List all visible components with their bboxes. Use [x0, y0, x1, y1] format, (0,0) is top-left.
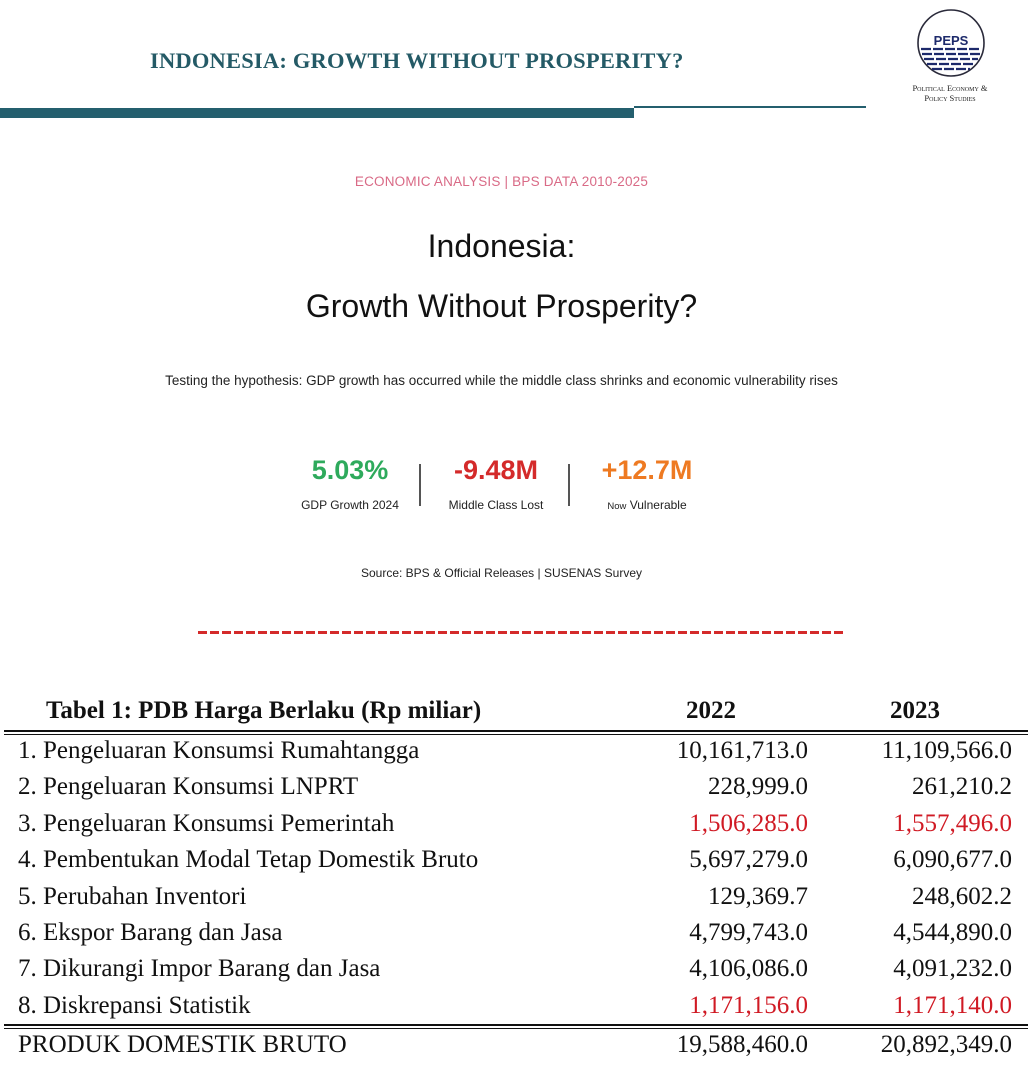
row-label: 3. Pengeluaran Konsumsi Pemerintah: [18, 809, 395, 837]
stat-label: Middle Class Lost: [448, 498, 544, 512]
table-title: Tabel 1: PDB Harga Berlaku (Rp miliar): [46, 697, 482, 724]
value-2023: 11,109,566.0: [881, 737, 1012, 764]
peps-logo-icon: [916, 8, 986, 78]
table-row: [0, 771, 1030, 807]
value-2023: 261,210.2: [912, 773, 1012, 801]
value-2022: 228,999.0: [708, 773, 808, 801]
logo-caption-line1: Political Economy &: [912, 83, 988, 93]
header-accent-line: [634, 106, 866, 108]
row-label: 6. Ekspor Barang dan Jasa: [18, 919, 283, 946]
stat-divider: [419, 464, 421, 506]
logo-caption: [890, 83, 1010, 103]
row-label: 7. Dikurangi Impor Barang dan Jasa: [18, 955, 381, 983]
value-2022: 129,369.7: [708, 882, 808, 910]
header-title: INDONESIA: GROWTH WITHOUT PROSPERITY?: [150, 48, 684, 73]
stat-middle-class-lost: [426, 452, 566, 512]
logo-text: PEPS: [933, 33, 969, 48]
source-note: Source: BPS & Official Releases | SUSENAS Survey: [360, 566, 642, 580]
value-2022: 4,799,743.0: [689, 919, 808, 946]
stat-label: GDP Growth 2024: [301, 498, 399, 512]
row-label: 8. Diskrepansi Statistik: [18, 991, 251, 1019]
row-label: 1. Pengeluaran Konsumsi Rumahtangga: [18, 737, 420, 764]
stat-label: [576, 498, 718, 512]
logo-caption-line2: Policy Studies: [924, 93, 976, 103]
total-2023: 20,892,349.0: [880, 1031, 1012, 1058]
value-2023: 1,557,496.0: [893, 809, 1012, 837]
stat-gdp-growth: [280, 452, 420, 512]
value-2023: 6,090,677.0: [893, 846, 1012, 874]
stat-label-small: Now: [607, 501, 627, 512]
value-2022: 1,171,156.0: [689, 991, 808, 1019]
value-2023: 4,544,890.0: [893, 919, 1012, 946]
value-2023: 248,602.2: [912, 882, 1012, 910]
row-label: 5. Perubahan Inventori: [18, 882, 247, 910]
subtitle: Testing the hypothesis: GDP growth has occurred while the middle class shrinks and economic vulnerability rises: [165, 373, 838, 388]
total-label: PRODUK DOMESTIK BRUTO: [18, 1031, 347, 1058]
header-accent-bar: [0, 108, 634, 118]
table-row: [0, 844, 1030, 880]
column-header-2023: 2023: [890, 697, 940, 724]
main-title-line1: Indonesia:: [427, 228, 576, 264]
table-row: [0, 990, 1030, 1026]
row-label: 2. Pengeluaran Konsumsi LNPRT: [18, 773, 359, 801]
stats-row: [0, 452, 1030, 532]
main-title-line2: Growth Without Prosperity?: [305, 288, 698, 324]
value-2022: 5,697,279.0: [689, 846, 808, 874]
table-row: [0, 917, 1030, 953]
stat-value: +12.7M: [601, 455, 693, 485]
stat-value: 5.03%: [311, 455, 389, 485]
value-2023: 1,171,140.0: [893, 991, 1012, 1019]
table-total-row: [0, 1029, 1030, 1065]
total-2022: 19,588,460.0: [676, 1031, 808, 1058]
row-label: 4. Pembentukan Modal Tetap Domestik Bruto: [18, 846, 479, 874]
column-header-2022: 2022: [686, 697, 736, 724]
stat-now-vulnerable: [576, 452, 718, 512]
dashed-separator: [198, 631, 844, 634]
value-2022: 1,506,285.0: [689, 809, 808, 837]
stat-value: -9.48M: [453, 455, 539, 485]
value-2023: 4,091,232.0: [893, 955, 1012, 983]
stat-label-main: Vulnerable: [629, 498, 687, 512]
table-row: [0, 953, 1030, 989]
stat-divider: [568, 464, 570, 506]
value-2022: 10,161,713.0: [676, 737, 808, 764]
value-2022: 4,106,086.0: [689, 955, 808, 983]
table-row: [0, 735, 1030, 771]
table-row: [0, 808, 1030, 844]
kicker-text: ECONOMIC ANALYSIS | BPS DATA 2010-2025: [354, 174, 649, 189]
table-row: [0, 881, 1030, 917]
